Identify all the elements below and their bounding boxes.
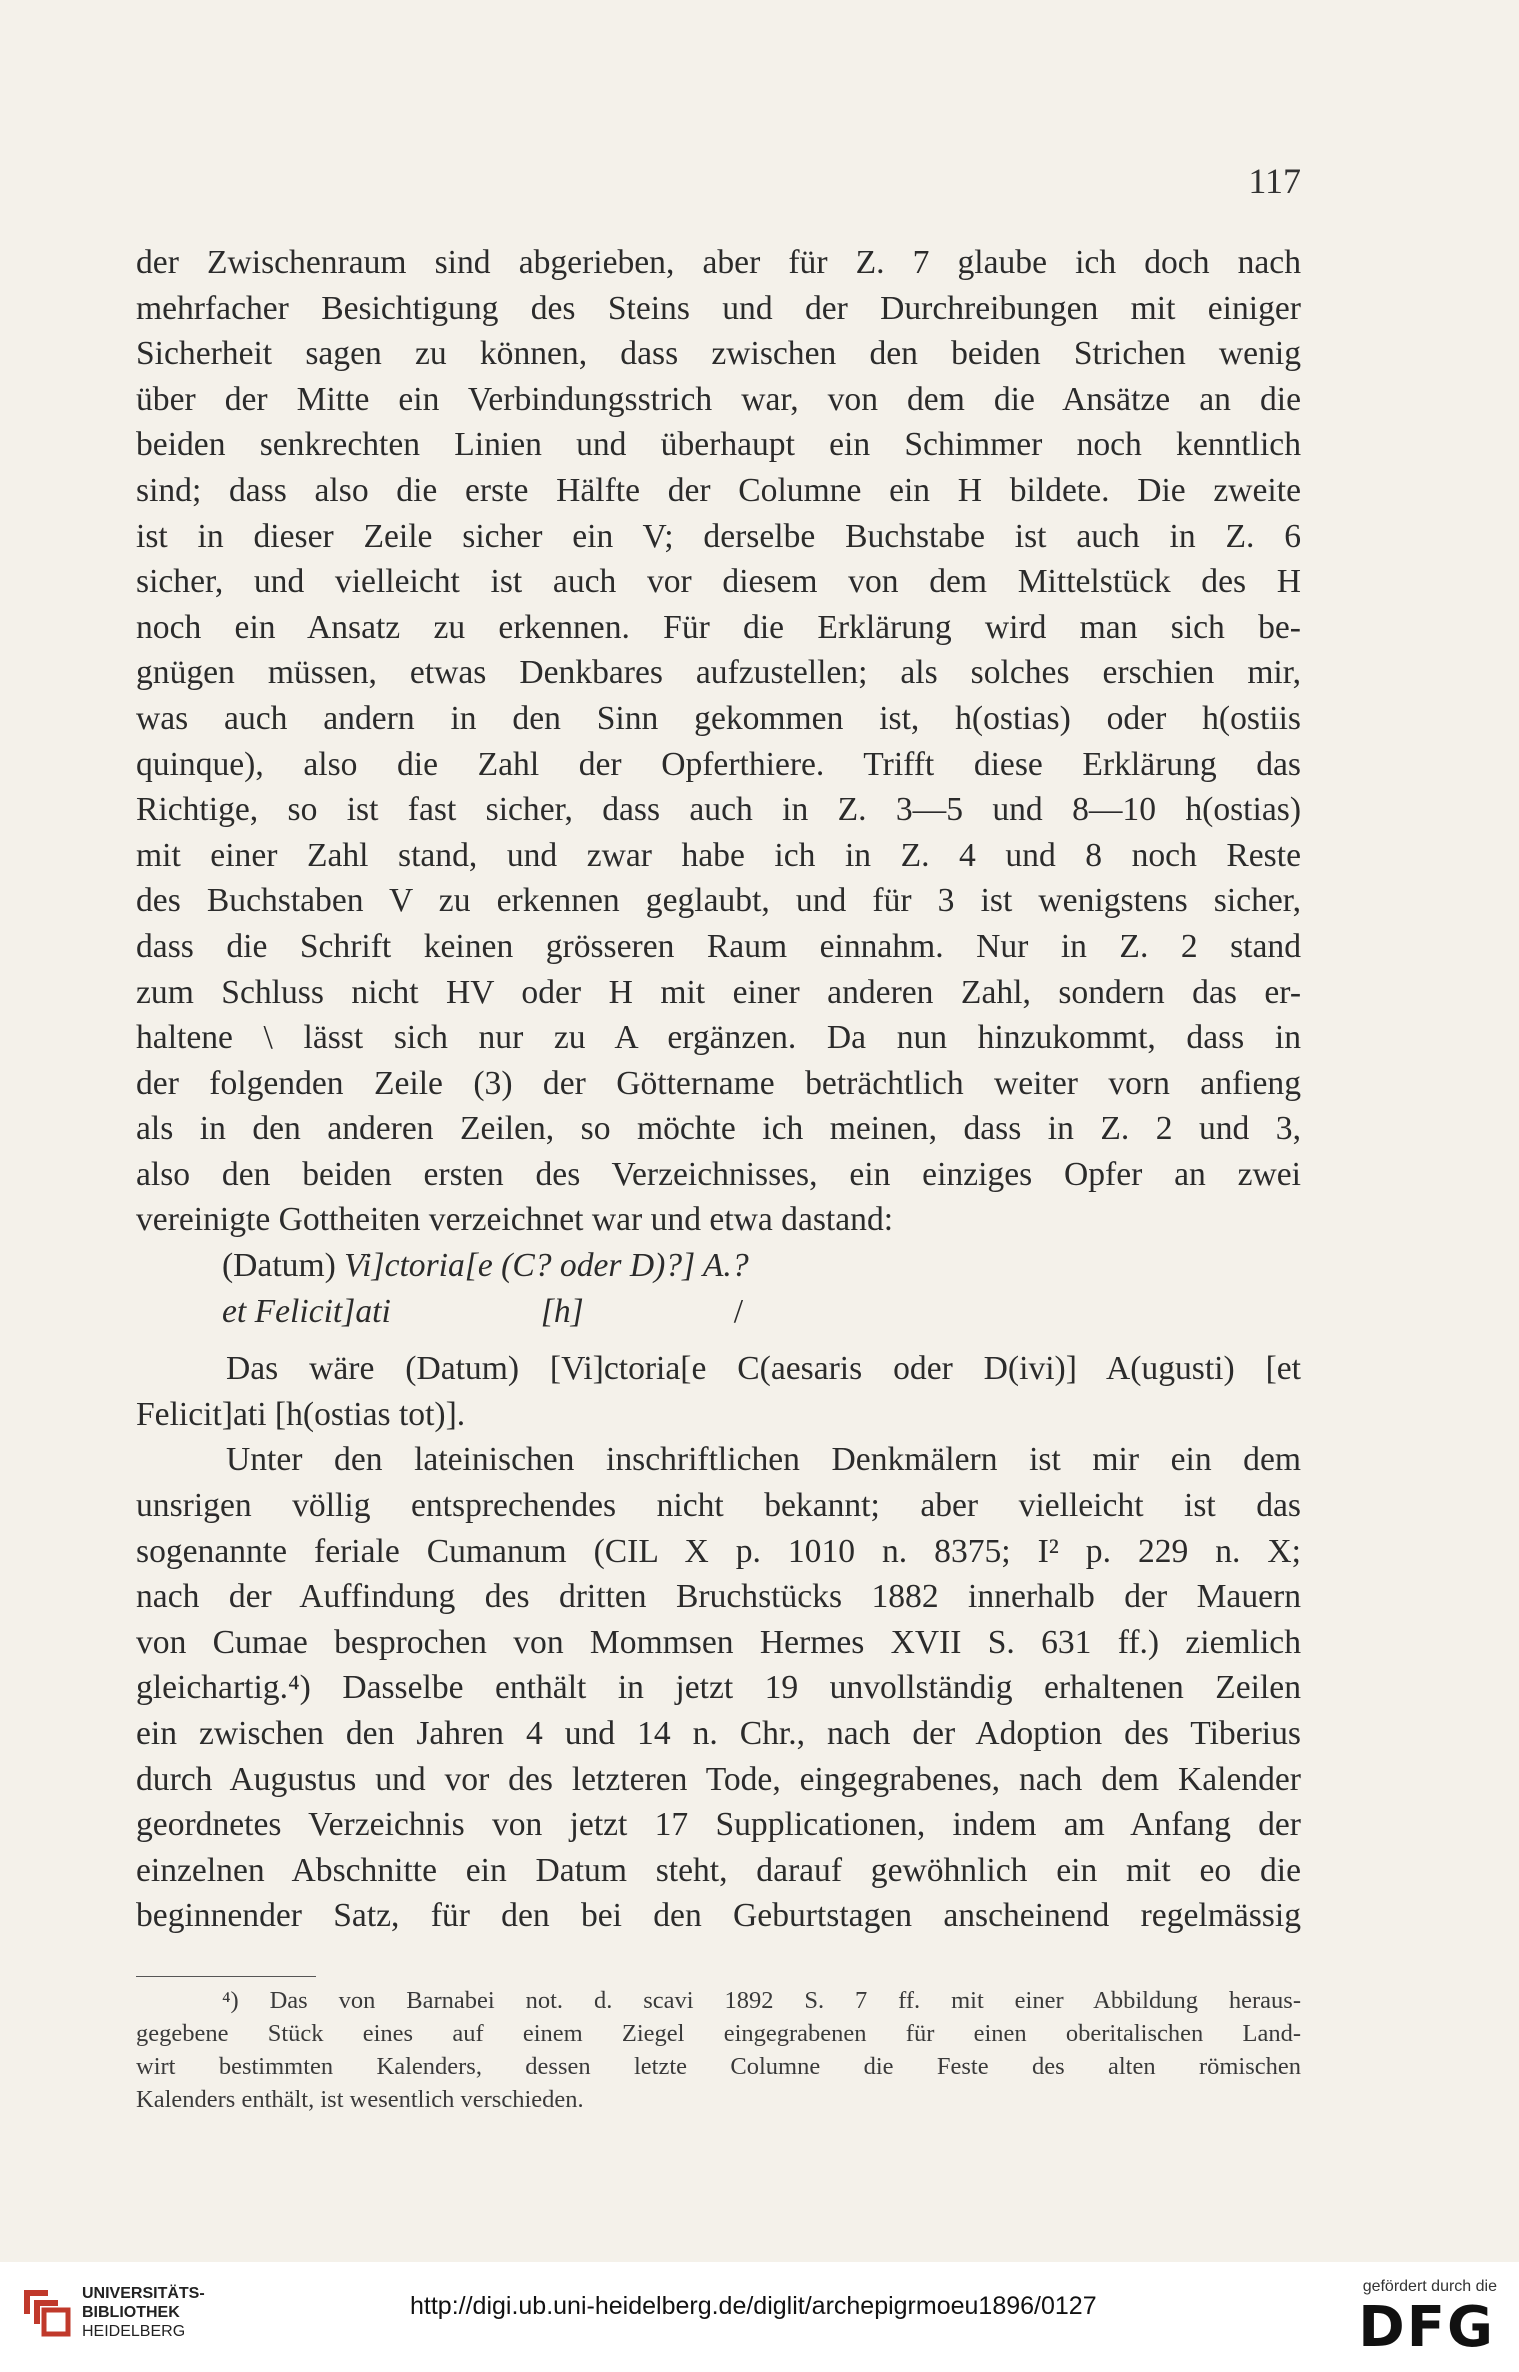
text-line: ist in dieser Zeile sicher ein V; derselbe Buchstabe ist auch in Z. 6 [136, 517, 1301, 555]
inscription-text: [h] [540, 1292, 584, 1330]
text-line: einzelnen Abschnitte ein Datum steht, darauf gewöhnlich ein mit eo die [136, 1851, 1301, 1889]
text-line: nach der Auffindung des dritten Bruchstücks 1882 innerhalb der Mauern [136, 1578, 1301, 1616]
page-number: 117 [1248, 161, 1301, 201]
inscription-date: (Datum) [222, 1247, 345, 1285]
footnote-line: Kalenders enthält, ist wesentlich verschieden. [136, 2086, 584, 2113]
text-line: beiden senkrechten Linien und überhaupt ein Schimmer noch kenntlich [136, 426, 1301, 464]
permalink-url[interactable]: http://digi.ub.uni-heidelberg.de/diglit/archepigrmoeu1896/0127 [410, 2292, 1097, 2320]
footnote-divider [136, 1976, 316, 1977]
library-name-line: HEIDELBERG [82, 2323, 186, 2340]
text-line: vereinigte Gottheiten verzeichnet war und etwa dastand: [136, 1201, 894, 1239]
text-line: geordnetes Verzeichnis von jetzt 17 Supplicationen, indem am Anfang der [136, 1806, 1301, 1844]
text-line: zum Schluss nicht HV oder H mit einer anderen Zahl, sondern das er- [136, 973, 1301, 1011]
footnote-line: gegebene Stück eines auf einem Ziegel eingegrabenen für einen oberitalischen Land- [136, 2020, 1301, 2047]
text-line: sind; dass also die erste Hälfte der Columne ein H bildete. Die zweite [136, 471, 1301, 509]
text-line: dass die Schrift keinen grösseren Raum einnahm. Nur in Z. 2 stand [136, 927, 1301, 965]
footnote [136, 1984, 1301, 2116]
text-line: des Buchstaben V zu erkennen geglaubt, und für 3 ist wenigstens sicher, [136, 882, 1301, 920]
text-line: über der Mitte ein Verbindungsstrich war, von dem die Ansätze an die [136, 380, 1301, 418]
text-line: sogenannte feriale Cumanum (CIL X p. 1010 n. 8375; I² p. 229 n. X; [136, 1532, 1301, 1570]
footnote-line: ⁴) Das von Barnabei not. d. scavi 1892 S. 7 ff. mit einer Abbildung heraus- [222, 1987, 1301, 2014]
text-line: mehrfacher Besichtigung des Steins und der Durchreibungen mit einiger [136, 289, 1301, 327]
library-name [82, 2284, 205, 2341]
inscription-text: Vi]ctoria[e (C? oder D)?] A.? [344, 1247, 749, 1285]
funded-by-label: gefördert durch die [1362, 2278, 1497, 2295]
text-line: haltene \ lässt sich nur zu A ergänzen. Da nun hinzukommt, dass in [136, 1019, 1301, 1057]
footnote-line: wirt bestimmten Kalenders, dessen letzte Columne die Feste des alten römischen [136, 2053, 1301, 2080]
library-banner [0, 2262, 1519, 2372]
inscription-mark: / [733, 1292, 744, 1330]
text-line: was auch andern in den Sinn gekommen ist, h(ostias) oder h(ostiis [136, 699, 1301, 737]
text-line: mit einer Zahl stand, und zwar habe ich in Z. 4 und 8 noch Reste [136, 836, 1301, 874]
inscription-line-1 [136, 1243, 1301, 1289]
text-line: Richtige, so ist fast sicher, dass auch in Z. 3—5 und 8—10 h(ostias) [136, 791, 1301, 829]
text-line: gnügen müssen, etwas Denkbares aufzustellen; als solches erschien mir, [136, 654, 1301, 692]
library-name-line: UNIVERSITÄTS- [82, 2285, 205, 2302]
text-line: also den beiden ersten des Verzeichnisses, ein einziges Opfer an zwei [136, 1155, 1301, 1193]
text-line: gleichartig.⁴) Dasselbe enthält in jetzt 19 unvollständig erhaltenen Zeilen [136, 1669, 1301, 1707]
text-line: von Cumae besprochen von Mommsen Hermes XVII S. 631 ff.) ziemlich [136, 1623, 1301, 1661]
body-text [136, 240, 1301, 1939]
library-logo-icon [18, 2284, 74, 2340]
text-line: unsrigen völlig entsprechendes nicht bekannt; aber vielleicht ist das [136, 1487, 1301, 1525]
text-line: Felicit]ati [h(ostias tot)]. [136, 1395, 466, 1433]
text-line: der Zwischenraum sind abgerieben, aber für Z. 7 glaube ich doch nach [136, 244, 1301, 281]
dfg-logo: DFG [1358, 2295, 1495, 2360]
text-line: als in den anderen Zeilen, so möchte ich meinen, dass in Z. 2 und 3, [136, 1110, 1301, 1148]
text-line: sicher, und vielleicht ist auch vor diesem von dem Mittelstück des H [136, 563, 1301, 601]
text-line: beginnender Satz, für den bei den Geburtstagen anscheinend regelmässig [136, 1897, 1301, 1935]
text-line: quinque), also die Zahl der Opferthiere. Trifft diese Erklärung das [136, 745, 1301, 783]
text-line: der folgenden Zeile (3) der Göttername beträchtlich weiter vorn anfieng [136, 1064, 1301, 1102]
inscription-line-2 [136, 1289, 1301, 1335]
text-line: Sicherheit sagen zu können, dass zwischen den beiden Strichen wenig [136, 335, 1301, 373]
library-name-line: BIBLIOTHEK [82, 2304, 180, 2321]
text-line: Das wäre (Datum) [Vi]ctoria[e C(aesaris oder D(ivi)] A(ugusti) [et [226, 1350, 1301, 1388]
inscription-text: et Felicit]ati [222, 1292, 391, 1330]
text-line: noch ein Ansatz zu erkennen. Für die Erklärung wird man sich be- [136, 608, 1301, 646]
text-line: durch Augustus und vor des letzteren Tode, eingegrabenes, nach dem Kalender [136, 1760, 1301, 1798]
text-line: Unter den lateinischen inschriftlichen Denkmälern ist mir ein dem [226, 1441, 1301, 1479]
text-line: ein zwischen den Jahren 4 und 14 n. Chr., nach der Adoption des Tiberius [136, 1715, 1301, 1752]
